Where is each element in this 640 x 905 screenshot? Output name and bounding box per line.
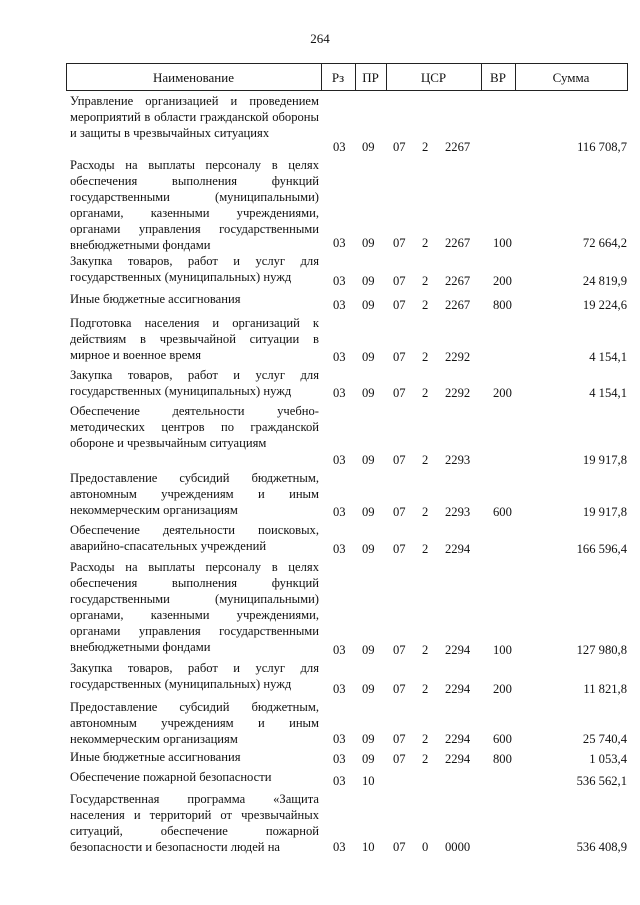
row-rz: 03 <box>333 732 346 746</box>
row-sum: 116 708,7 <box>577 140 627 154</box>
row-rz: 03 <box>333 840 346 854</box>
row-csr-program: 07 <box>393 453 406 467</box>
row-csr-subprogram: 0 <box>422 840 429 854</box>
row-pr: 09 <box>362 386 375 400</box>
row-sum: 24 819,9 <box>582 274 627 288</box>
row-csr-subprogram: 2 <box>422 274 429 288</box>
row-sum: 4 154,1 <box>589 386 627 400</box>
row-csr-direction: 2267 <box>445 236 471 250</box>
column-divider <box>627 64 628 90</box>
row-name: Расходы на выплаты персоналу в целях обеспечения выполнения функций государственными (муниципальными) органами, казенными учреждениями, органами управления государственными внебюджетными фондами <box>70 560 319 654</box>
row-csr-direction: 2294 <box>445 542 471 556</box>
row-csr-subprogram: 2 <box>422 298 429 312</box>
row-vr: 200 <box>493 682 512 696</box>
row-vr: 800 <box>493 752 512 766</box>
row-pr: 09 <box>362 643 375 657</box>
row-name: Подготовка населения и организаций к действиям в чрезвычайной ситуации в мирное и военное время <box>70 316 319 362</box>
table-row <box>0 470 640 522</box>
row-csr-direction: 2294 <box>445 682 471 696</box>
row-pr: 09 <box>362 732 375 746</box>
row-name: Иные бюджетные ассигнования <box>70 292 241 306</box>
row-sum: 536 408,9 <box>576 840 627 854</box>
row-pr: 10 <box>362 774 375 788</box>
table-header <box>66 63 628 91</box>
table-row <box>0 769 640 791</box>
row-rz: 03 <box>333 774 346 788</box>
row-vr: 600 <box>493 732 512 746</box>
header-name: Наименование <box>153 70 234 85</box>
row-sum: 536 562,1 <box>576 774 627 788</box>
row-pr: 09 <box>362 453 375 467</box>
row-csr-program: 07 <box>393 140 406 154</box>
row-csr-direction: 2294 <box>445 732 471 746</box>
row-pr: 09 <box>362 752 375 766</box>
header-vr: ВР <box>490 70 506 85</box>
header-pr: ПР <box>362 70 379 85</box>
row-pr: 09 <box>362 350 375 364</box>
row-name: Иные бюджетные ассигнования <box>70 750 241 764</box>
row-csr-subprogram: 2 <box>422 386 429 400</box>
row-pr: 09 <box>362 140 375 154</box>
row-csr-subprogram: 2 <box>422 752 429 766</box>
row-csr-program: 07 <box>393 542 406 556</box>
row-csr-program: 07 <box>393 682 406 696</box>
row-pr: 09 <box>362 298 375 312</box>
row-csr-program: 07 <box>393 840 406 854</box>
row-rz: 03 <box>333 453 346 467</box>
row-name: Обеспечение деятельности поисковых, аварийно-спасательных учреждений <box>70 523 319 553</box>
table-row <box>0 522 640 559</box>
row-rz: 03 <box>333 752 346 766</box>
row-name: Государственная программа «Защита населения и территорий от чрезвычайных ситуаций, обеспечение пожарной безопасности и безопасности людей на <box>70 792 319 854</box>
row-csr-direction: 2267 <box>445 140 471 154</box>
row-csr-subprogram: 2 <box>422 732 429 746</box>
row-vr: 100 <box>493 643 512 657</box>
row-csr-direction: 2293 <box>445 453 471 467</box>
row-csr-subprogram: 2 <box>422 542 429 556</box>
row-csr-program: 07 <box>393 350 406 364</box>
row-csr-subprogram: 2 <box>422 350 429 364</box>
table-row <box>0 291 640 315</box>
row-vr: 200 <box>493 274 512 288</box>
row-csr-program: 07 <box>393 386 406 400</box>
page-number: 264 <box>310 31 330 46</box>
row-sum: 25 740,4 <box>582 732 627 746</box>
row-vr: 100 <box>493 236 512 250</box>
row-sum: 166 596,4 <box>576 542 627 556</box>
row-rz: 03 <box>333 274 346 288</box>
row-pr: 09 <box>362 274 375 288</box>
row-csr-direction: 2294 <box>445 752 471 766</box>
row-rz: 03 <box>333 350 346 364</box>
row-pr: 10 <box>362 840 375 854</box>
row-rz: 03 <box>333 643 346 657</box>
row-rz: 03 <box>333 386 346 400</box>
row-sum: 4 154,1 <box>589 350 627 364</box>
row-csr-subprogram: 2 <box>422 505 429 519</box>
row-sum: 19 917,8 <box>582 453 627 467</box>
row-csr-direction: 2267 <box>445 298 471 312</box>
row-name: Обеспечение пожарной безопасности <box>70 770 272 784</box>
row-csr-direction: 2267 <box>445 274 471 288</box>
row-csr-subprogram: 2 <box>422 643 429 657</box>
row-csr-program: 07 <box>393 732 406 746</box>
table-row <box>0 253 640 291</box>
row-csr-direction: 2294 <box>445 643 471 657</box>
row-name: Закупка товаров, работ и услуг для государственных (муниципальных) нужд <box>70 661 319 691</box>
table-row <box>0 660 640 699</box>
row-sum: 11 821,8 <box>583 682 627 696</box>
row-csr-subprogram: 2 <box>422 236 429 250</box>
row-name: Управление организацией и проведением мероприятий в области гражданской обороны и защиты в чрезвычайных ситуациях <box>70 94 319 140</box>
row-rz: 03 <box>333 542 346 556</box>
table-body <box>0 93 640 857</box>
row-vr: 600 <box>493 505 512 519</box>
row-name: Расходы на выплаты персоналу в целях обеспечения выполнения функций государственными (муниципальными) органами, казенными учреждениями, органами управления государственными внебюджетными фондами <box>70 158 319 252</box>
row-csr-program: 07 <box>393 236 406 250</box>
row-csr-subprogram: 2 <box>422 453 429 467</box>
row-pr: 09 <box>362 505 375 519</box>
row-csr-direction: 2292 <box>445 386 471 400</box>
row-csr-program: 07 <box>393 274 406 288</box>
row-name: Обеспечение деятельности учебно-методических центров по гражданской обороне и чрезвычайным ситуациям <box>70 404 319 450</box>
header-csr: ЦСР <box>420 70 447 85</box>
row-csr-program: 07 <box>393 505 406 519</box>
row-csr-direction: 2293 <box>445 505 471 519</box>
table-row <box>0 367 640 403</box>
row-name: Закупка товаров, работ и услуг для государственных (муниципальных) нужд <box>70 254 319 284</box>
row-sum: 72 664,2 <box>582 236 627 250</box>
row-rz: 03 <box>333 682 346 696</box>
row-rz: 03 <box>333 298 346 312</box>
table-row <box>0 93 640 157</box>
row-rz: 03 <box>333 505 346 519</box>
row-csr-direction: 0000 <box>445 840 471 854</box>
table-row <box>0 559 640 660</box>
table-row <box>0 699 640 749</box>
table-row <box>0 315 640 367</box>
row-rz: 03 <box>333 236 346 250</box>
row-pr: 09 <box>362 236 375 250</box>
row-csr-program: 07 <box>393 643 406 657</box>
row-csr-direction: 2292 <box>445 350 471 364</box>
row-csr-subprogram: 2 <box>422 682 429 696</box>
row-csr-program: 07 <box>393 298 406 312</box>
row-vr: 200 <box>493 386 512 400</box>
row-sum: 19 917,8 <box>582 505 627 519</box>
row-sum: 127 980,8 <box>576 643 627 657</box>
table-row <box>0 403 640 470</box>
row-name: Предоставление субсидий бюджетным, автономным учреждениям и иным некоммерческим организациям <box>70 700 319 746</box>
table-row <box>0 749 640 769</box>
row-csr-program: 07 <box>393 752 406 766</box>
header-rz: Рз <box>331 70 345 85</box>
row-sum: 1 053,4 <box>589 752 627 766</box>
row-rz: 03 <box>333 140 346 154</box>
row-pr: 09 <box>362 682 375 696</box>
header-sum: Сумма <box>552 70 590 85</box>
table-row <box>0 157 640 253</box>
row-csr-subprogram: 2 <box>422 140 429 154</box>
row-vr: 800 <box>493 298 512 312</box>
row-name: Предоставление субсидий бюджетным, автономным учреждениям и иным некоммерческим организациям <box>70 471 319 517</box>
row-sum: 19 224,6 <box>582 298 627 312</box>
table-row <box>0 791 640 857</box>
row-name: Закупка товаров, работ и услуг для государственных (муниципальных) нужд <box>70 368 319 398</box>
row-pr: 09 <box>362 542 375 556</box>
